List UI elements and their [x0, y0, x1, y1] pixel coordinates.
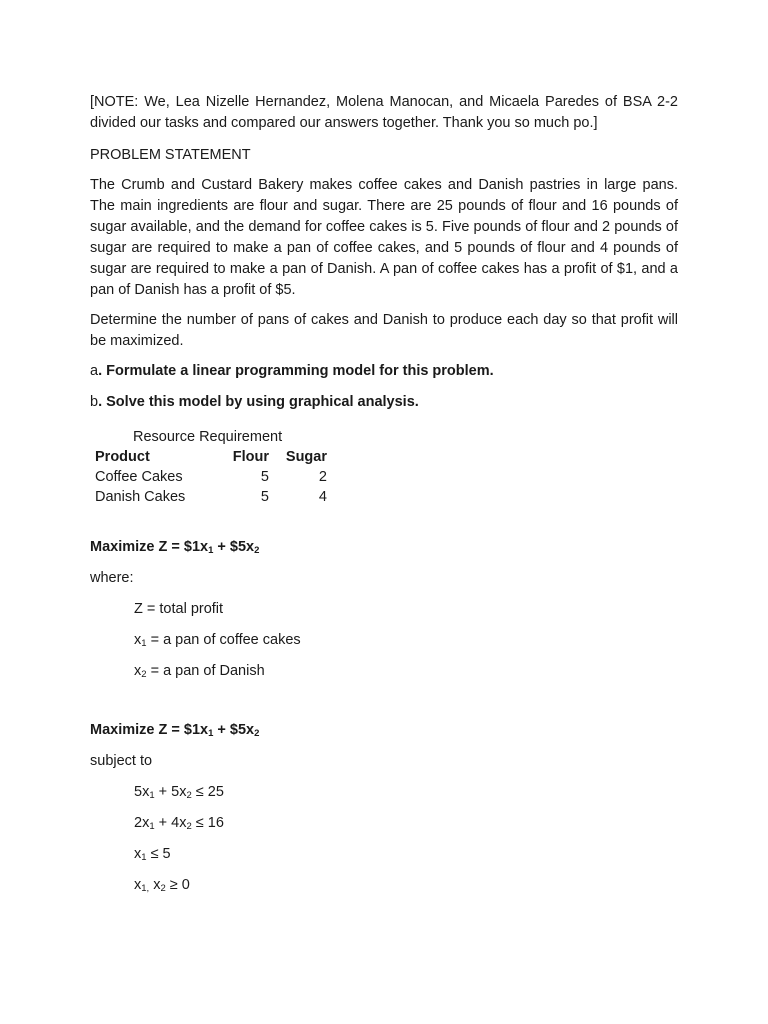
term: x — [149, 877, 161, 893]
term-sub: 2 — [186, 790, 192, 801]
var: x — [134, 663, 142, 679]
table-cell: Coffee Cakes — [95, 469, 183, 485]
table-cell: Danish Cakes — [95, 489, 186, 505]
objective-sub: 2 — [254, 728, 260, 739]
table-cell: 2 — [318, 469, 327, 485]
table-header: Flour — [232, 449, 269, 465]
objective-text: + $5x — [213, 722, 255, 738]
term: ≤ 25 — [191, 784, 224, 800]
table-cell: 5 — [260, 469, 269, 485]
term: x — [134, 846, 142, 862]
constraint-demand — [90, 844, 678, 865]
question-b-text: . Solve this model by using graphical analysis. — [98, 394, 419, 410]
objective-function — [90, 537, 678, 558]
question-a-text: . Formulate a linear programming model for this problem. — [98, 363, 494, 379]
term: 5x — [134, 784, 150, 800]
term-sub: 2 — [186, 821, 192, 832]
where-label: where: — [90, 570, 134, 586]
definition-z: Z = total profit — [134, 601, 224, 617]
objective-sub: 1 — [208, 728, 214, 739]
table-caption: Resource Requirement — [133, 429, 283, 445]
subject-to-label: subject to — [90, 753, 153, 769]
problem-paragraph: The Crumb and Custard Bakery makes coffee cakes and Danish pastries in large pans. The main ingredients are flour and sugar. There are 25 pounds of flour and 16 pounds of sugar available, and the demand for coffee cakes is 5. Five pounds of flour and 2 pounds of sugar are required to make a pan of coffee cakes, and 5 pounds of flour and 4 pounds of sugar are required to make a pan of Danish. A pan of coffee cakes has a profit of $1, and a pan of Danish has a profit of $5. — [90, 177, 678, 298]
table-row — [95, 487, 327, 507]
objective-sub: 2 — [254, 545, 260, 556]
constraint-flour — [90, 782, 678, 803]
term: ≤ 16 — [191, 815, 224, 831]
table-cell: 5 — [260, 489, 269, 505]
term: + 5x — [154, 784, 187, 800]
table-header: Product — [95, 449, 150, 465]
table-cell: 4 — [318, 489, 327, 505]
table-row — [95, 467, 327, 487]
question-b — [90, 392, 678, 413]
term: + 4x — [154, 815, 187, 831]
definition-x2 — [90, 661, 678, 682]
term: x — [134, 877, 142, 893]
term-sub: 1 — [149, 790, 155, 801]
var-sub: 1 — [141, 638, 147, 649]
term-sub: 2 — [160, 883, 166, 894]
table-header-row — [95, 447, 327, 467]
note-paragraph: [NOTE: We, Lea Nizelle Hernandez, Molena Manocan, and Micaela Paredes of BSA 2-2 divided our tasks and compared our answers together. Thank you so much po.] — [90, 94, 678, 131]
constraint-nonnegativity — [90, 875, 678, 896]
problem-statement-heading: PROBLEM STATEMENT — [90, 147, 251, 163]
objective-text: + $5x — [213, 539, 255, 555]
task-paragraph: Determine the number of pans of cakes and Danish to produce each day so that profit will be maximized. — [90, 312, 678, 349]
term-sub: 1 — [141, 852, 147, 863]
var: x — [134, 632, 142, 648]
term: ≥ 0 — [165, 877, 190, 893]
resource-table-block — [95, 427, 335, 507]
objective-text: Maximize Z = $1x — [90, 722, 209, 738]
question-a — [90, 361, 678, 382]
constraint-sugar — [90, 813, 678, 834]
objective-function-repeat — [90, 720, 678, 741]
objective-sub: 1 — [208, 545, 214, 556]
document-page — [90, 92, 678, 896]
term-sub: 1, — [141, 883, 150, 894]
resource-table — [95, 447, 327, 507]
term: 2x — [134, 815, 150, 831]
var-sub: 2 — [141, 669, 147, 680]
term-sub: 1 — [149, 821, 155, 832]
question-b-letter: b — [90, 394, 99, 410]
question-a-letter: a — [90, 363, 99, 379]
objective-text: Maximize Z = $1x — [90, 539, 209, 555]
definition-x1 — [90, 630, 678, 651]
definition-text: = a pan of coffee cakes — [146, 632, 301, 648]
table-header: Sugar — [285, 449, 327, 465]
definition-text: = a pan of Danish — [146, 663, 265, 679]
term: ≤ 5 — [146, 846, 171, 862]
